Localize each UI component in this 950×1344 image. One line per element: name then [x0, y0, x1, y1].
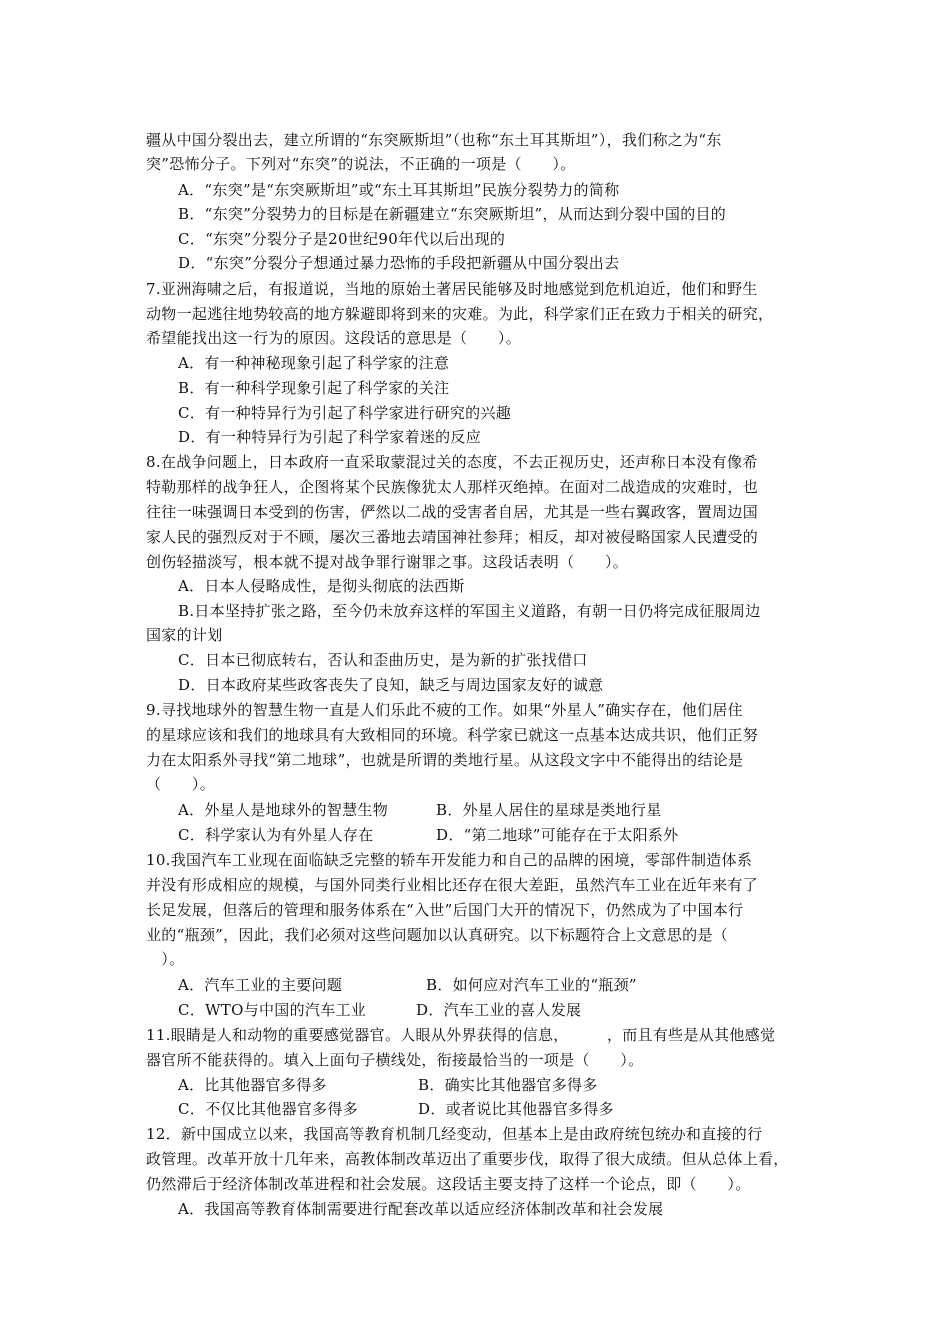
q6-option-b: B．“东突”分裂势力的目标是在新疆建立“东突厥斯坦”，从而达到分裂中国的目的 — [178, 205, 727, 223]
q11-option-c: C．不仅比其他器官多得多 — [178, 1100, 359, 1118]
q7-option-a: A．有一种神秘现象引起了科学家的注意 — [178, 354, 450, 372]
q8-stem-line: 往往一味强调日本受到的伤害，俨然以二战的受害者自居，尤其是一些右翼政客，置周边国 — [146, 503, 759, 521]
q8-option-b: B.日本坚持扩张之路，至今仍未放弃这样的军国主义道路，有朝一日仍将完成征服周边 — [178, 602, 761, 620]
q8-stem-line: 特勒那样的战争狂人，企图将某个民族像犹太人那样灭绝掉。在面对二战造成的灾难时，也 — [146, 478, 759, 496]
q12-stem-line: 政管理。改革开放十几年来，高教体制改革迈出了重要步伐，取得了很大成绩。但从总体上看， — [146, 1150, 789, 1168]
q12-stem-line: 仍然滞后于经济体制改革进程和社会发展。这段话主要支持了这样一个论点，即（ ）。 — [146, 1175, 751, 1193]
q6-option-a: A．“东突”是“东突厥斯坦”或“东土耳其斯坦”民族分裂势力的简称 — [178, 181, 620, 199]
q9-stem-line: 的星球应该和我们的地球具有大致相同的环境。科学家已就这一点基本达成共识，他们正努 — [146, 726, 759, 744]
q7-stem-line: 希望能找出这一行为的原因。这段话的意思是（ ）。 — [146, 329, 522, 347]
q9-option-a: A．外星人是地球外的智慧生物 — [178, 801, 389, 819]
q10-option-b: B．如何应对汽车工业的“瓶颈” — [426, 976, 637, 994]
q9-stem-line: 力在太阳系外寻找“第二地球”，也就是所谓的类地行星。从这段文字中不能得出的结论是 — [146, 751, 744, 769]
q11-option-a: A．比其他器官多得多 — [178, 1076, 327, 1094]
q8-stem-line: 8.在战争问题上，日本政府一直采取蒙混过关的态度，不去正视历史，还声称日本没有像希 — [146, 453, 758, 471]
q8-option-b-continued: 国家的计划 — [146, 626, 223, 644]
q8-stem-line: 家人民的强烈反对于不顾，屡次三番地去靖国神社参拜；相反，却对被侵略国家人民遭受的 — [146, 528, 759, 546]
q6-option-c: C．“东突”分裂分子是20世纪90年代以后出现的 — [178, 230, 506, 248]
q6-stem-line: 疆从中国分裂出去，建立所谓的“东突厥斯坦”（也称“东土耳其斯坦”），我们称之为“东 — [146, 131, 722, 149]
q10-option-d: D．汽车工业的喜人发展 — [416, 1001, 582, 1019]
q10-stem-line: 10.我国汽车工业现在面临缺乏完整的轿车开发能力和自己的品牌的困境，零部件制造体系 — [146, 851, 753, 869]
q8-stem-line: 创伤轻描淡写，根本就不提对战争罪行谢罪之事。这段话表明（ ）。 — [146, 553, 629, 571]
q11-stem-line: 器官所不能获得的。填入上面句子横线处，衔接最恰当的一项是（ ）。 — [146, 1051, 644, 1069]
q7-option-b: B．有一种科学现象引起了科学家的关注 — [178, 379, 450, 397]
q10-stem-line: 并没有形成相应的规模，与国外同类行业相比还存在很大差距，虽然汽车工业在近年来有了 — [146, 876, 759, 894]
q10-option-c: C．WTO与中国的汽车工业 — [178, 1001, 367, 1019]
q10-stem-line: 业的“瓶颈”，因此，我们必须对这些问题加以认真研究。以下标题符合上文意思的是（ — [146, 926, 729, 944]
q8-option-a: A．日本人侵略成性，是彻头彻底的法西斯 — [178, 577, 465, 595]
q12-option-a: A．我国高等教育体制需要进行配套改革以适应经济体制改革和社会发展 — [178, 1200, 664, 1218]
q12-stem-line: 12．新中国成立以来，我国高等教育机制几经变动，但基本上是由政府统包统办和直接的行 — [146, 1125, 763, 1143]
q9-stem-line: （ ）。 — [146, 775, 216, 793]
q7-stem-line: 7.亚洲海啸之后，有报道说，当地的原始土著居民能够及时地感觉到危机迫近，他们和野生 — [146, 280, 758, 298]
q7-option-c: C．有一种特异行为引起了科学家进行研究的兴趣 — [178, 404, 512, 422]
q6-option-d: D．“东突”分裂分子想通过暴力恐怖的手段把新疆从中国分裂出去 — [178, 254, 620, 272]
q6-stem-line: 突”恐怖分子。下列对“东突”的说法，不正确的一项是（ ）。 — [146, 155, 576, 173]
q10-stem-line: 长足发展，但落后的管理和服务体系在“入世”后国门大开的情况下，仍然成为了中国本行 — [146, 901, 744, 919]
q9-option-b: B．外星人居住的星球是类地行星 — [436, 801, 662, 819]
q11-option-d: D．或者说比其他器官多得多 — [418, 1100, 614, 1118]
q9-option-c: C．科学家认为有外星人存在 — [178, 826, 374, 844]
q8-option-c: C．日本已彻底转右，否认和歪曲历史，是为新的扩张找借口 — [178, 651, 588, 669]
q9-option-d: D．“第二地球”可能存在于太阳系外 — [436, 826, 679, 844]
q10-stem-line: ）。 — [146, 950, 185, 968]
q7-stem-line: 动物一起逃往地势较高的地方躲避即将到来的灾难。为此，科学家们正在致力于相关的研究， — [146, 305, 774, 323]
q10-option-a: A．汽车工业的主要问题 — [178, 976, 343, 994]
q11-stem-line: 11.眼睛是人和动物的重要感觉器官。人眼从外界获得的信息， ，而且有些是从其他感觉 — [146, 1026, 776, 1044]
q8-option-d: D．日本政府某些政客丧失了良知，缺乏与周边国家友好的诚意 — [178, 676, 604, 694]
q7-option-d: D．有一种特异行为引起了科学家着迷的反应 — [178, 428, 482, 446]
q9-stem-line: 9.寻找地球外的智慧生物一直是人们乐此不疲的工作。如果“外星人”确实存在，他们居住 — [146, 701, 743, 719]
q11-option-b: B．确实比其他器官多得多 — [418, 1076, 598, 1094]
